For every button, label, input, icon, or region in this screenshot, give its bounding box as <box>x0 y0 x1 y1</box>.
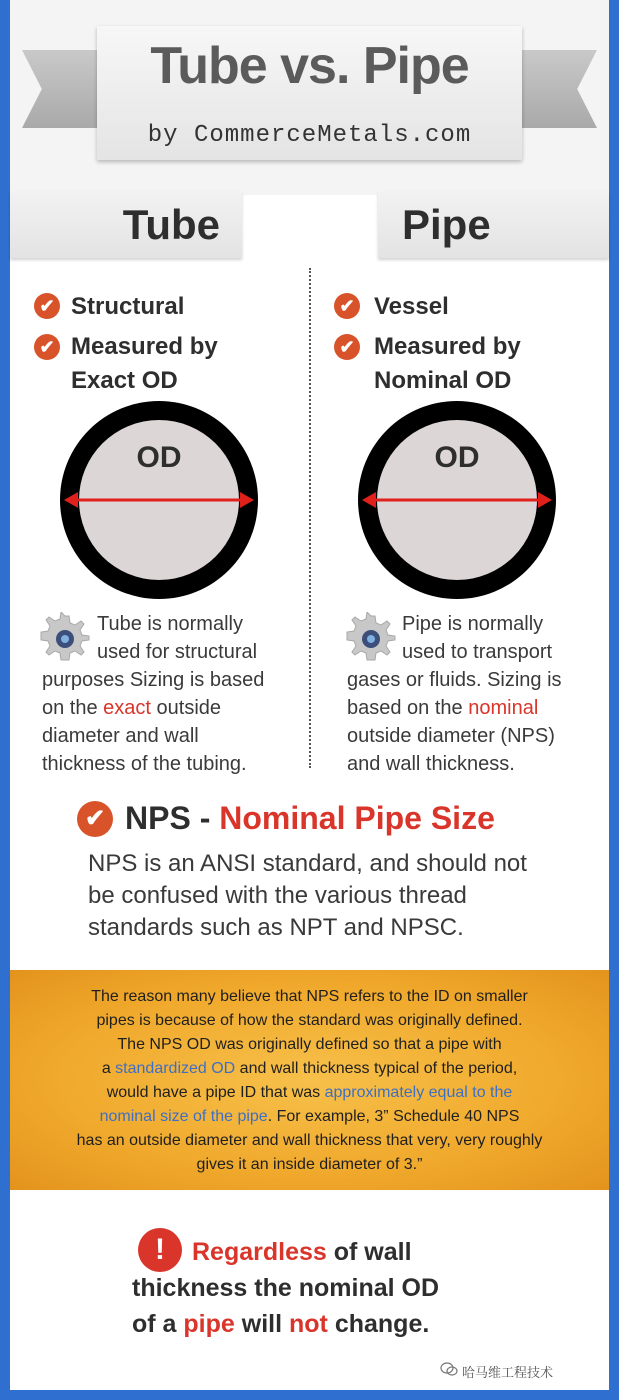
nps-description: NPS is an ANSI standard, and should not be confused with the various thread standards such as NPT and NPSC. <box>88 850 527 941</box>
note-line: The reason many believe that NPS refers to the ID on smaller <box>91 988 528 1005</box>
nps-heading <box>125 800 495 837</box>
watermark-text: 哈马维工程技术 <box>462 1365 554 1380</box>
pipe-od-diagram <box>358 401 556 599</box>
pipe-desc-line5: outside diameter (NPS) <box>347 725 555 747</box>
tube-desc-line2: used for structural <box>97 641 258 663</box>
note-highlight: nominal size of the pipe <box>99 1108 268 1125</box>
warning-text <box>132 1234 512 1342</box>
tube-check-measured-line1: Measured by <box>71 333 218 360</box>
checkmark-icon: ✔ <box>334 334 360 360</box>
nps-full-name: Nominal Pipe Size <box>219 800 495 836</box>
warning-line1 <box>132 1234 512 1270</box>
note-line: has an outside diameter and wall thickness that very, very roughly <box>76 1132 543 1149</box>
pipe-desc-line3: gases or fluids. Sizing is <box>347 669 562 691</box>
tube-desc-line4a: on the <box>42 697 104 719</box>
byline: by CommerceMetals.com <box>147 122 472 149</box>
diameter-arrow-icon <box>358 401 556 599</box>
warning-pipe: pipe <box>183 1310 235 1338</box>
pipe-check-measured-line2: Nominal OD <box>374 367 512 394</box>
warning-not: not <box>289 1310 328 1338</box>
tube-desc-line5: diameter and wall <box>42 725 199 747</box>
note-line: gives it an inside diameter of 3.” <box>196 1156 423 1173</box>
note-text <box>30 985 589 1177</box>
pipe-check-measured <box>374 330 521 398</box>
note-fragment: would have a pipe ID that was <box>106 1084 325 1101</box>
exclamation-icon: ! <box>138 1228 182 1272</box>
pipe-od-label: OD <box>434 441 480 474</box>
warning-regardless: Regardless <box>192 1238 327 1266</box>
note-line: pipes is because of how the standard was originally defined. <box>96 1012 523 1029</box>
tube-desc-line3: purposes Sizing is based <box>42 669 265 691</box>
wechat-icon <box>440 1362 458 1376</box>
pipe-desc-line1: Pipe is normally <box>402 613 544 635</box>
page-title: Tube vs. Pipe <box>150 37 469 95</box>
checkmark-icon: ✔ <box>334 293 360 319</box>
pipe-desc-line2: used to transport <box>402 641 553 663</box>
gear-icon <box>38 612 92 666</box>
note-line <box>30 1057 589 1081</box>
note-line: The NPS OD was originally defined so that a pipe with <box>117 1036 502 1053</box>
note-highlight: standardized OD <box>115 1060 236 1077</box>
tube-heading: Tube <box>10 192 242 258</box>
tube-check-measured <box>71 330 218 398</box>
tube-desc-line4c: outside <box>150 697 222 719</box>
checkmark-icon: ✔ <box>34 293 60 319</box>
note-fragment: a <box>101 1060 116 1077</box>
tube-desc-line6: thickness of the tubing. <box>42 753 247 775</box>
tube-check-structural: Structural <box>71 293 185 320</box>
checkmark-icon: ✔ <box>77 801 113 837</box>
tube-desc-exact: exact <box>103 697 151 719</box>
warning-line3 <box>132 1306 512 1342</box>
pipe-desc-line4a: based on the <box>347 697 469 719</box>
tube-desc-line4 <box>42 694 221 722</box>
note-fragment: . For example, 3” Schedule 40 NPS <box>267 1108 520 1125</box>
pipe-desc-line6: and wall thickness. <box>347 753 515 775</box>
pipe-heading: Pipe <box>378 192 609 258</box>
warning-fragment: of a <box>132 1310 184 1338</box>
tube-od-diagram <box>60 401 258 599</box>
warning-fragment: change. <box>327 1310 430 1338</box>
gear-icon <box>344 612 398 666</box>
column-divider <box>309 268 311 768</box>
checkmark-icon: ✔ <box>34 334 60 360</box>
tube-od-label: OD <box>136 441 182 474</box>
warning-fragment: of wall <box>326 1238 412 1266</box>
pipe-desc-line4 <box>347 694 538 722</box>
pipe-check-vessel: Vessel <box>374 293 449 320</box>
warning-line2: thickness the nominal OD <box>132 1274 440 1302</box>
note-fragment: and wall thickness typical of the period, <box>235 1060 518 1077</box>
note-highlight: approximately equal to the <box>324 1084 513 1101</box>
warning-fragment: will <box>234 1310 289 1338</box>
pipe-check-measured-line1: Measured by <box>374 333 521 360</box>
tube-desc-line1: Tube is normally <box>97 613 243 635</box>
note-line <box>30 1105 589 1129</box>
nps-abbr: NPS - <box>125 800 220 836</box>
tube-check-measured-line2: Exact OD <box>71 367 178 394</box>
pipe-desc-nominal: nominal <box>468 697 539 719</box>
note-line <box>30 1081 589 1105</box>
diameter-arrow-icon <box>60 401 258 599</box>
